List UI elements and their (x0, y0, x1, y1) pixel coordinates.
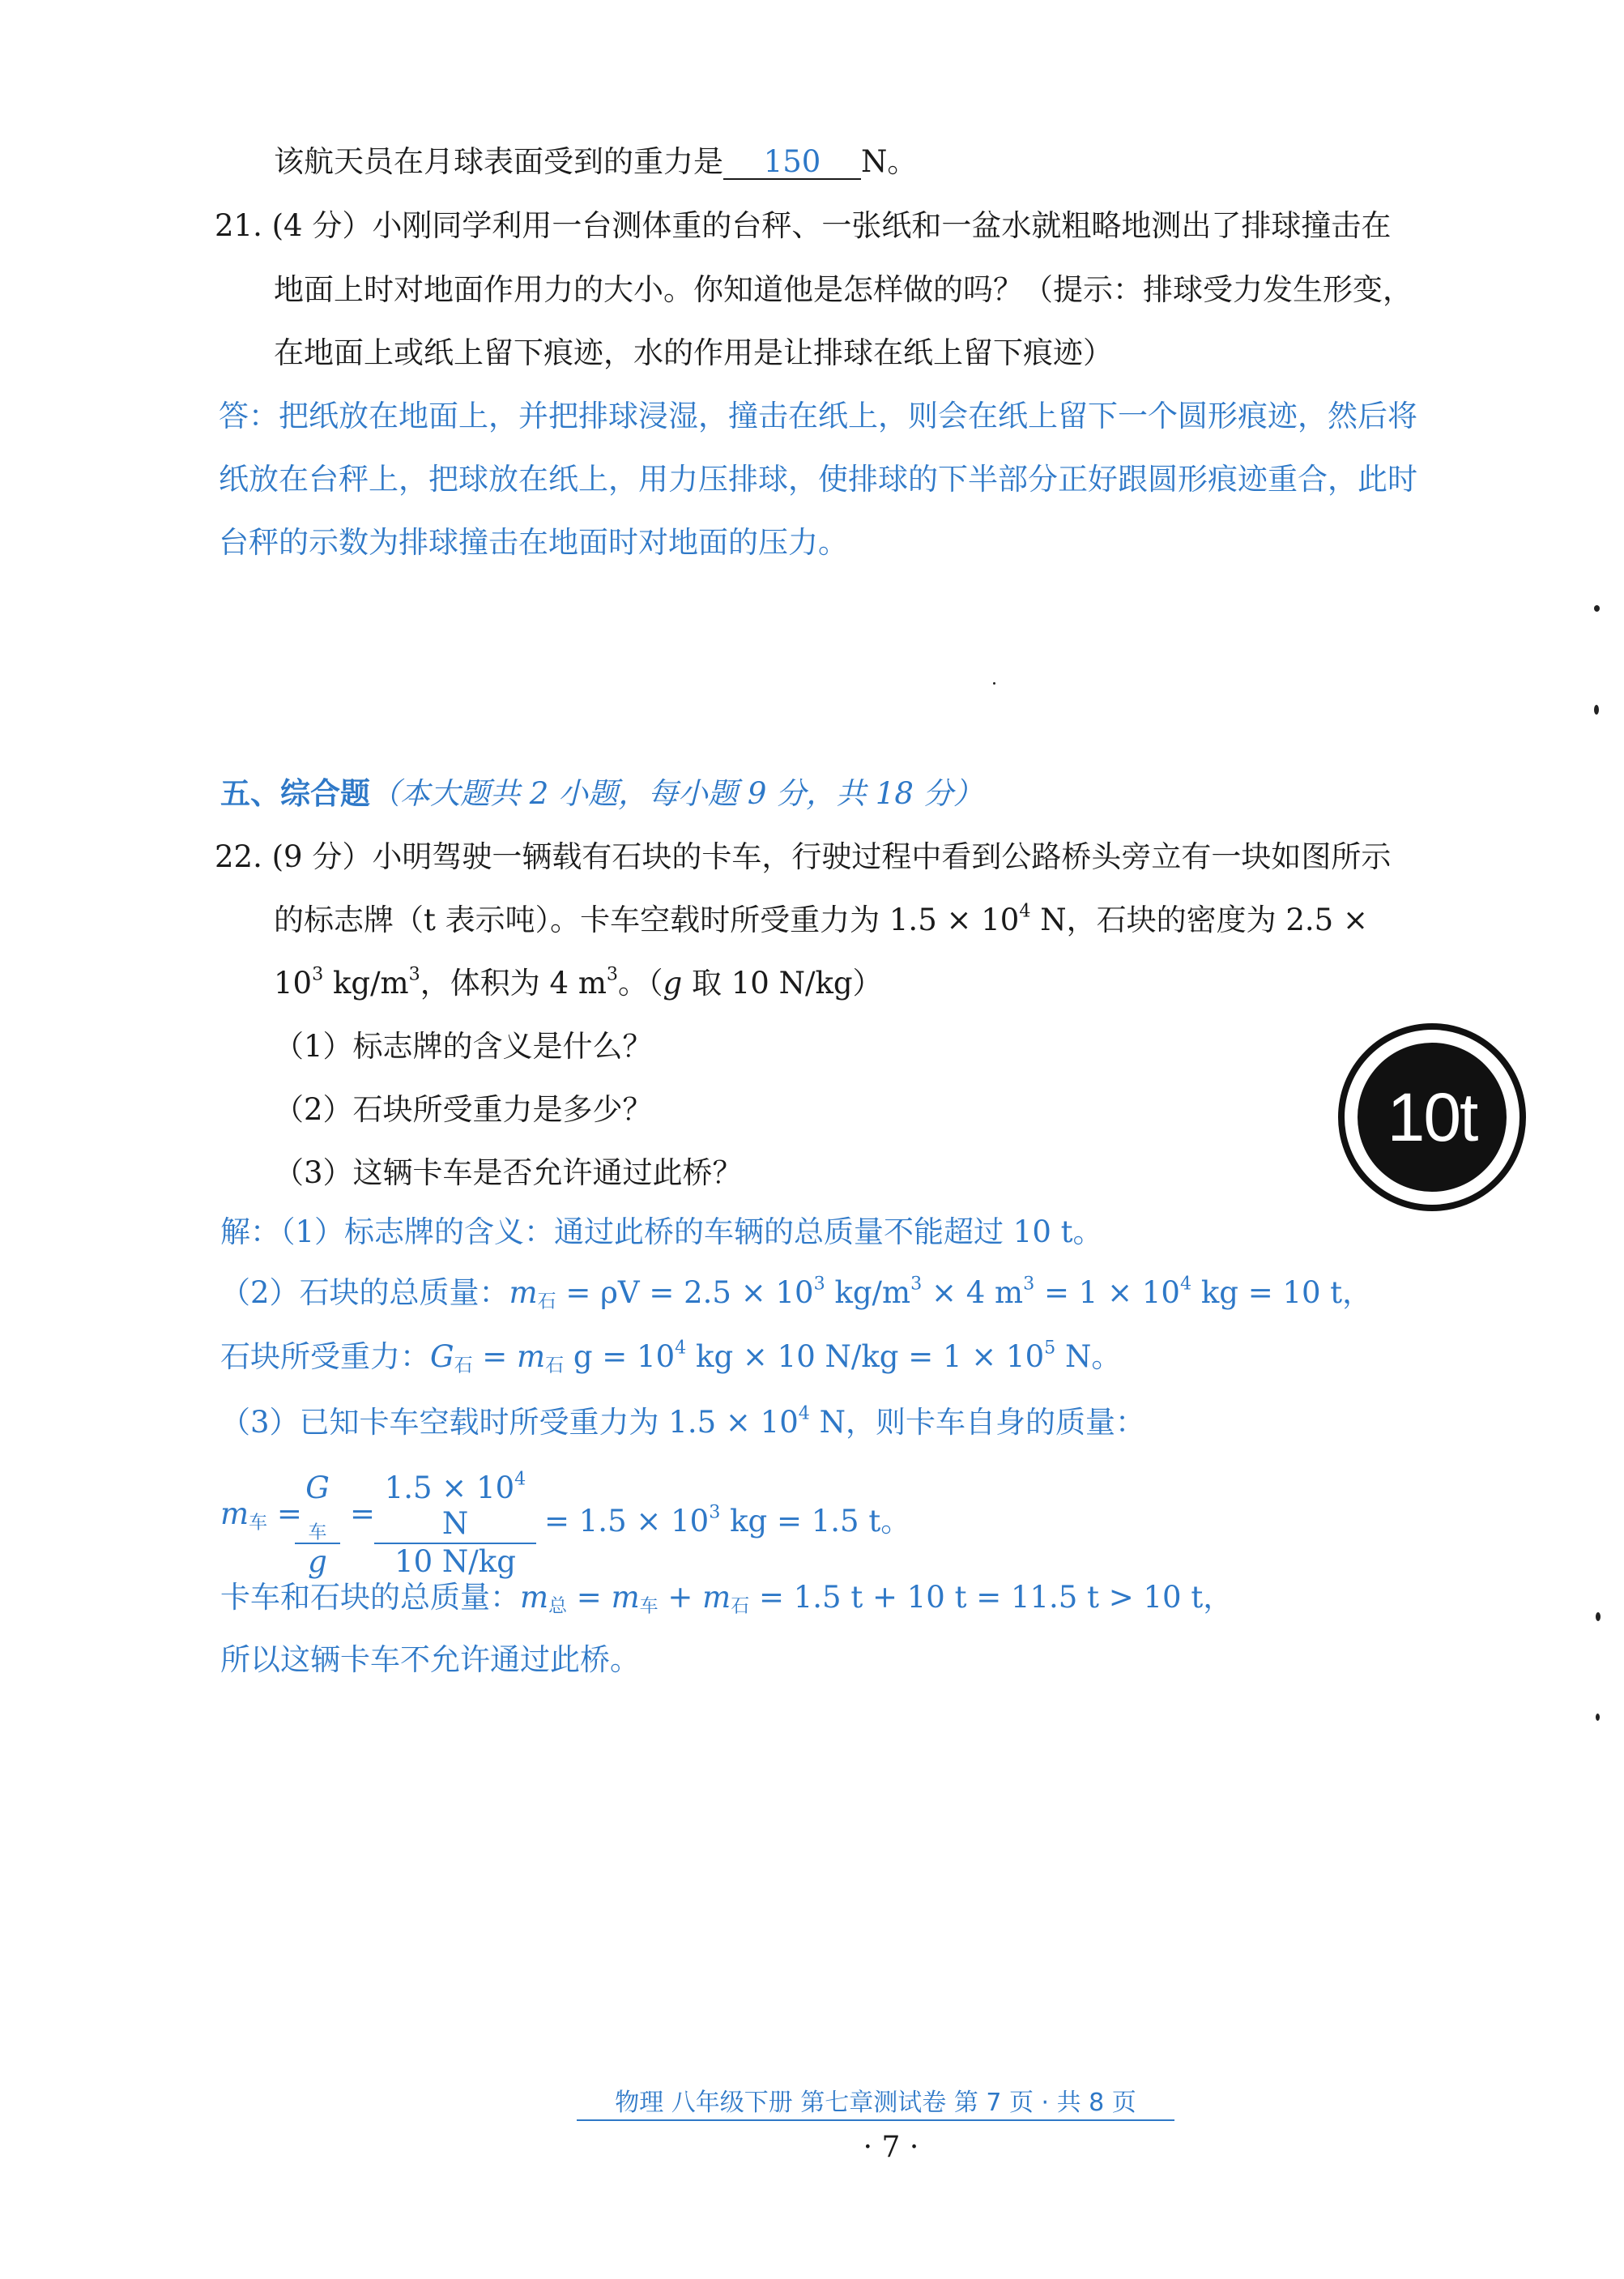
fraction-2-num-text: 1.5 × 10 (384, 1470, 515, 1505)
fraction-1-denominator: g (308, 1543, 327, 1579)
sol-l2-f: kg = 10 t， (1191, 1275, 1373, 1310)
q20-unit: N。 (861, 144, 918, 179)
sol-l2-e: = 1 × 10 (1034, 1275, 1180, 1310)
sol-l6-m2: m (611, 1580, 640, 1615)
formula-eq-2: = (350, 1496, 376, 1531)
q22-l3-exp: 3 (312, 963, 324, 985)
q22-exp: 4 (1019, 900, 1031, 922)
formula-result-a: = 1.5 × 10 (544, 1504, 710, 1539)
solution-line-7: 所以这辆卡车不允许通过此桥。 (220, 1642, 640, 1677)
section-5-note: （本大题共 2 小题，每小题 9 分，共 18 分） (370, 776, 983, 811)
section-5-title: 五、综合题 (220, 775, 370, 811)
q21-answer-line-1: 答：把纸放在地面上，并把排球浸湿，撞击在纸上，则会在纸上留下一个圆形痕迹，然后将 (219, 399, 1417, 433)
sol-l2-e3: 3 (1023, 1273, 1035, 1295)
q22-subquestion-2: （2）石块所受重力是多少？ (274, 1092, 653, 1127)
weight-limit-sign (1338, 1023, 1526, 1211)
formula-result (544, 1496, 910, 1540)
sol-l6-eq: = (567, 1580, 612, 1615)
q20-answer-blank: 150 (723, 147, 861, 180)
q22-l3-b: kg/m (323, 966, 409, 1001)
q22-line-3 (274, 963, 883, 1001)
q22-subquestion-3: （3）这辆卡车是否允许通过此桥？ (274, 1155, 743, 1190)
scan-speck (1596, 1612, 1601, 1621)
sol-l3-G: G (430, 1339, 454, 1374)
q20-answer-line (274, 144, 917, 180)
sol-l6-plus: + (658, 1580, 703, 1615)
q22-line-1: 22. (9 分）小明驾驶一辆载有石块的卡车，行驶过程中看到公路桥头旁立有一块如图所示 (215, 839, 1392, 874)
solution-line-4 (220, 1402, 1146, 1440)
sol-l4-e: 4 (798, 1402, 810, 1424)
sol-l6-m1: m (520, 1580, 549, 1615)
scan-speck (1594, 705, 1599, 715)
sol-l6-s1: 总 (548, 1595, 568, 1617)
fraction-2-num-unit: N (441, 1506, 469, 1542)
q22-l3-g: g (663, 966, 683, 1001)
solution-line-1: 解：（1）标志牌的含义：通过此桥的车辆的总质量不能超过 10 t。 (220, 1214, 1103, 1249)
sol-l6-b: = 1.5 t + 10 t = 11.5 t > 10 t， (749, 1580, 1234, 1615)
q22-l3-d: 。（ (618, 966, 663, 1001)
sol-l2-e2: 3 (910, 1273, 923, 1295)
sol-l6-a: 卡车和石块的总质量： (220, 1580, 520, 1615)
scan-speck (1594, 605, 1600, 612)
sol-l3-e: N。 (1055, 1339, 1122, 1374)
page-footer: 物理 八年级下册 第七章测试卷 第 7 页 · 共 8 页 (577, 2082, 1174, 2121)
q22-line-2-rest: N，石块的密度为 2.5 × (1030, 903, 1368, 937)
formula-lhs (220, 1496, 302, 1534)
sol-l3-a: 石块所受重力： (220, 1339, 430, 1374)
solution-line-6 (220, 1580, 1233, 1615)
sol-l6-s2: 车 (639, 1595, 659, 1617)
sol-l3-e2: 5 (1044, 1337, 1056, 1359)
sol-l4-a: （3）已知卡车空载时所受重力为 1.5 × 10 (220, 1405, 799, 1440)
formula-lhs-m: m (220, 1496, 249, 1531)
sol-l2-c: kg/m (825, 1275, 911, 1310)
fraction-1-G: G (305, 1470, 330, 1505)
formula-result-b: kg = 1.5 t。 (720, 1504, 911, 1539)
sol-l3-c: g = 10 (564, 1339, 676, 1374)
fraction-weight-over-g (374, 1470, 536, 1580)
page-number: · 7 · (863, 2131, 919, 2164)
solution-line-2 (220, 1275, 1372, 1311)
fraction-1-sub: 车 (308, 1522, 327, 1544)
sol-l3-sub2: 石 (545, 1355, 565, 1376)
sol-l2-b: = ρV = 2.5 × 10 (556, 1275, 814, 1310)
fraction-2-numerator (374, 1470, 536, 1543)
q21-line-1: 21. (4 分）小刚同学利用一台测体重的台秤、一张纸和一盆水就粗略地测出了排球撞击在 (215, 208, 1392, 243)
q22-line-2-text: 的标志牌（t 表示吨）。卡车空载时所受重力为 1.5 × 10 (274, 903, 1020, 937)
sol-l2-e4: 4 (1179, 1273, 1192, 1295)
sol-l6-m3: m (702, 1580, 731, 1615)
fraction-1-numerator (295, 1470, 340, 1543)
q22-l3-exp3: 3 (606, 963, 619, 985)
q22-line-2 (274, 900, 1368, 938)
q21-line-2: 地面上时对地面作用力的大小。你知道他是怎样做的吗？（提示：排球受力发生形变， (274, 272, 1413, 307)
formula-lhs-sub: 车 (249, 1512, 268, 1534)
solution-line-3 (220, 1339, 1121, 1375)
fraction-2-denominator: 10 N/kg (394, 1543, 516, 1579)
scan-speck (1596, 1714, 1600, 1721)
q22-subquestion-1: （1）标志牌的含义是什么？ (274, 1029, 653, 1064)
section-5-heading (220, 775, 983, 812)
sol-l3-sub: 石 (454, 1355, 473, 1376)
weight-limit-sign-text: 10t (1358, 1043, 1507, 1192)
sol-l6-s3: 石 (731, 1595, 750, 1617)
sol-l3-e1: 4 (675, 1337, 687, 1359)
sol-l2-e1: 3 (813, 1273, 825, 1295)
sol-l2-m: m (509, 1275, 538, 1310)
sol-l2-sub: 石 (537, 1291, 556, 1312)
q20-text: 该航天员在月球表面受到的重力是 (274, 144, 723, 179)
q21-answer-line-2: 纸放在台秤上，把球放在纸上，用力压排球，使排球的下半部分正好跟圆形痕迹重合，此时 (219, 462, 1417, 497)
sol-l2-a: （2）石块的总质量： (220, 1275, 509, 1310)
q22-l3-a: 10 (274, 966, 313, 1001)
q22-l3-e: 取 10 N/kg） (682, 966, 883, 1001)
sol-l3-b: = (472, 1339, 518, 1374)
fraction-2-num-exp: 4 (514, 1468, 526, 1490)
sol-l3-d: kg × 10 N/kg = 1 × 10 (686, 1339, 1045, 1374)
sol-l3-m: m (517, 1339, 546, 1374)
sol-l2-d: × 4 m (922, 1275, 1024, 1310)
scan-speck (993, 682, 995, 685)
q21-answer-line-3: 台秤的示数为排球撞击在地面时对地面的压力。 (219, 525, 848, 560)
formula-eq-1: = (276, 1496, 302, 1531)
q22-l3-c: ，体积为 4 m (420, 966, 607, 1001)
q22-l3-exp2: 3 (408, 963, 420, 985)
fraction-G-over-g (295, 1470, 340, 1580)
sol-l4-b: N，则卡车自身的质量： (809, 1405, 1146, 1440)
formula-result-exp: 3 (709, 1501, 721, 1523)
q21-line-3: 在地面上或纸上留下痕迹，水的作用是让排球在纸上留下痕迹） (274, 335, 1113, 370)
